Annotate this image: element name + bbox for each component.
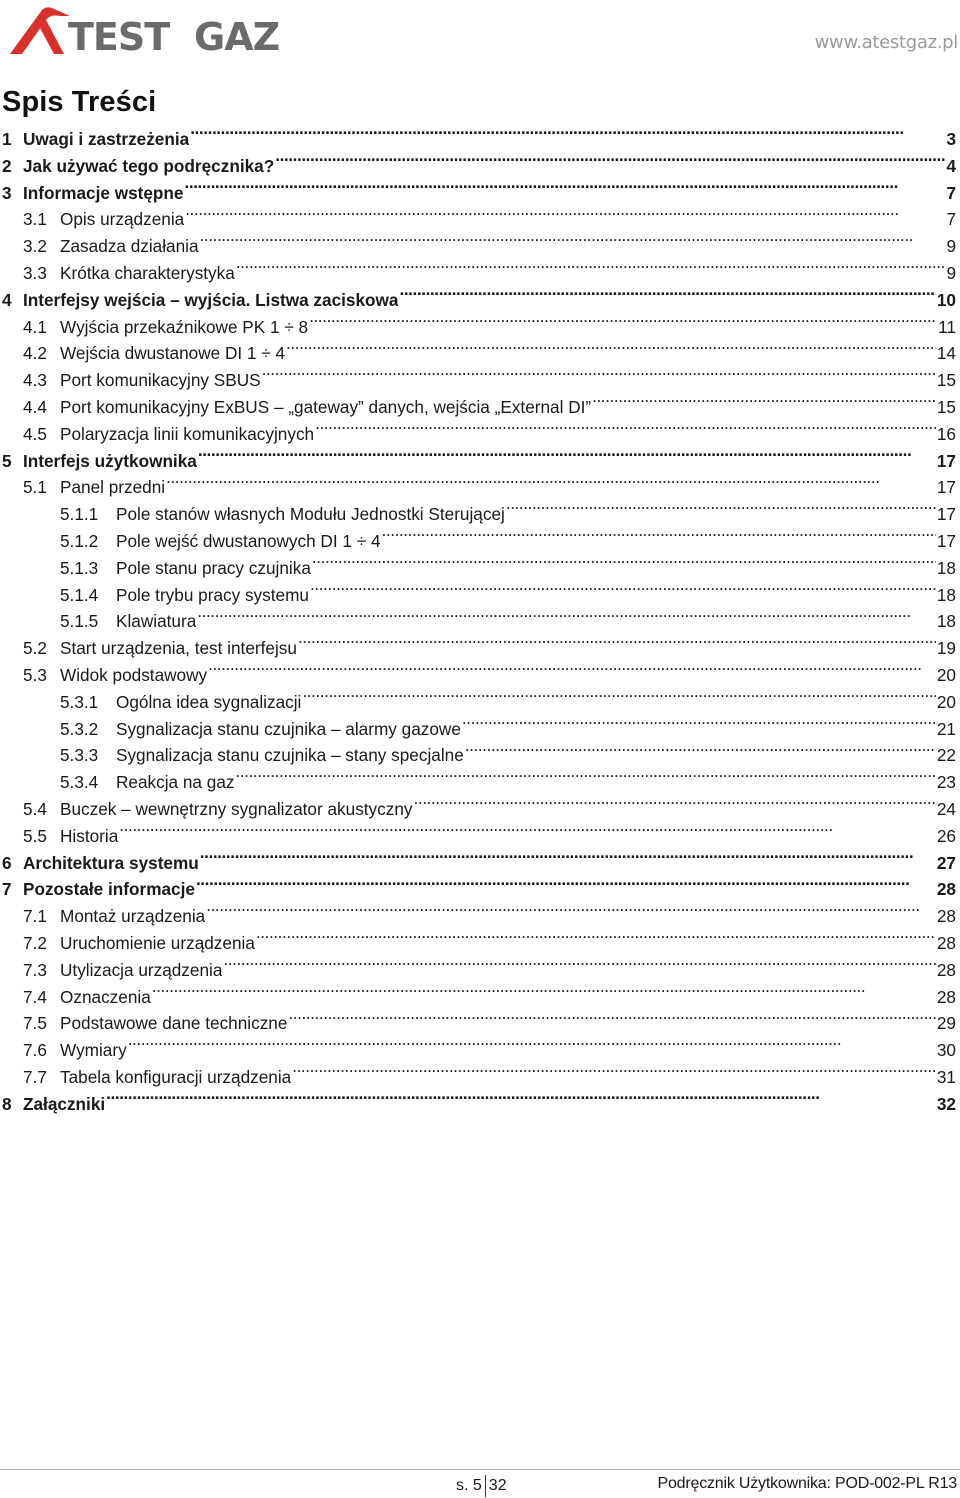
toc-dot-leader — [414, 795, 936, 815]
toc-dot-leader — [190, 125, 945, 145]
toc-dot-leader — [152, 983, 936, 1003]
toc-entry-label: Polaryzacja linii komunikacyjnych — [60, 423, 315, 444]
toc-entry-page: 28 — [936, 932, 956, 953]
toc-entry[interactable] — [0, 1090, 960, 1117]
toc-dot-leader — [184, 179, 945, 199]
toc-entry-label: Interfejs użytkownika — [23, 450, 197, 471]
toc-entry-label: Pozostałe informacje — [23, 879, 195, 900]
toc-entry-number: 7.2 — [23, 932, 47, 953]
atest-gaz-logo — [6, 4, 296, 56]
toc-entry-number: 4.5 — [23, 423, 47, 444]
toc-entry-number: 3.2 — [23, 236, 47, 257]
toc-entry[interactable] — [0, 795, 960, 822]
toc-entry-page: 30 — [936, 1040, 956, 1061]
toc-entry-page: 16 — [936, 423, 956, 444]
toc-entry-number: 7.3 — [23, 959, 47, 980]
page-header — [0, 0, 960, 72]
toc-entry-number: 5.1.3 — [60, 557, 99, 578]
toc-entry-label: Pole wejść dwustanowych DI 1 ÷ 4 — [116, 530, 381, 551]
toc-dot-leader — [310, 581, 936, 601]
toc-entry-number: 5.3.1 — [60, 691, 99, 712]
toc-dot-leader — [166, 473, 936, 493]
toc-entry-number: 4.1 — [23, 316, 47, 337]
toc-dot-leader — [206, 902, 936, 922]
toc-entry-page: 3 — [946, 129, 956, 149]
toc-entry-page: 18 — [936, 611, 956, 632]
toc-entry-label: Interfejsy wejścia – wyjścia. Listwa zaciskowa — [23, 289, 399, 310]
toc-dot-leader — [106, 1090, 936, 1110]
website-url[interactable]: www.atestgaz.pl — [814, 32, 958, 53]
toc-entry-label: Uruchomienie urządzenia — [60, 932, 255, 953]
toc-dot-leader — [309, 313, 937, 333]
toc-entry-label: Uwagi i zastrzeżenia — [23, 129, 190, 149]
toc-dot-leader — [185, 205, 945, 225]
toc-entry[interactable] — [0, 715, 960, 742]
toc-entry[interactable] — [0, 1009, 960, 1036]
toc-dot-leader — [208, 661, 936, 681]
toc-dot-leader — [592, 393, 936, 413]
toc-entry-page: 15 — [936, 396, 956, 417]
toc-dot-leader — [298, 634, 936, 654]
toc-entry[interactable] — [0, 902, 960, 929]
toc-entry-label: Pole trybu pracy systemu — [116, 584, 309, 605]
toc-entry-label: Krótka charakterystyka — [60, 262, 235, 283]
toc-entry-number: 7.6 — [23, 1040, 47, 1061]
footer-document-id: Podręcznik Użytkownika: POD-002-PL R13 — [657, 1475, 957, 1492]
toc-entry-label: Port komunikacyjny ExBUS – „gateway” danych, wejścia „External DI” — [60, 396, 592, 417]
toc-entry-page: 17 — [936, 530, 956, 551]
toc-entry-label: Podstawowe dane techniczne — [60, 1013, 288, 1034]
toc-dot-leader — [200, 849, 936, 869]
toc-entry[interactable] — [0, 1063, 960, 1090]
toc-entry-page: 27 — [936, 852, 956, 873]
toc-dot-leader — [256, 929, 936, 949]
toc-entry-page: 4 — [946, 155, 956, 176]
toc-entry[interactable] — [0, 688, 960, 715]
page-current: s. 5 — [456, 1477, 482, 1494]
toc-dot-leader — [399, 286, 935, 306]
toc-entry-label: Sygnalizacja stanu czujnika – stany specjalne — [116, 745, 464, 766]
toc-dot-leader — [465, 741, 936, 761]
toc-entry[interactable] — [0, 366, 960, 393]
toc-dot-leader — [197, 607, 936, 627]
toc-entry-label: Widok podstawowy — [60, 664, 208, 685]
toc-entry[interactable] — [0, 205, 960, 232]
toc-entry-label: Klawiatura — [116, 611, 197, 632]
toc-entry[interactable] — [0, 152, 960, 179]
toc-entry-label: Buczek – wewnętrzny sygnalizator akustyczny — [60, 798, 413, 819]
toc-entry-number: 6 — [2, 852, 12, 873]
toc-entry-label: Architektura systemu — [23, 852, 199, 873]
toc-entry-number: 7.5 — [23, 1013, 47, 1034]
toc-entry-page: 17 — [936, 504, 956, 525]
toc-entry-number: 7.7 — [23, 1066, 47, 1087]
toc-entry-label: Sygnalizacja stanu czujnika – alarmy gazowe — [116, 718, 461, 739]
toc-entry-number: 5.3.2 — [60, 718, 99, 739]
toc-entry[interactable] — [0, 983, 960, 1010]
toc-entry-page: 23 — [936, 772, 956, 793]
toc-entry-label: Pole stanów własnych Modułu Jednostki Sterującej — [116, 504, 505, 525]
toc-entry-page: 11 — [938, 316, 956, 337]
toc-entry-label: Historia — [60, 825, 119, 846]
toc-entry-page: 28 — [936, 959, 956, 980]
toc-dot-leader — [223, 956, 935, 976]
toc-entry-number: 5.3.4 — [60, 772, 99, 793]
toc-entry-number: 7.4 — [23, 986, 47, 1007]
toc-dot-leader — [119, 822, 936, 842]
toc-entry[interactable] — [0, 473, 960, 500]
toc-entry-label: Wejścia dwustanowe DI 1 ÷ 4 — [60, 343, 286, 364]
table-of-contents — [0, 125, 960, 1116]
toc-entry[interactable] — [0, 581, 960, 608]
toc-dot-leader — [200, 232, 946, 252]
toc-dot-leader — [315, 420, 936, 440]
toc-entry-page: 20 — [936, 691, 956, 712]
toc-dot-leader — [198, 447, 936, 467]
toc-entry-page: 24 — [936, 798, 956, 819]
toc-entry[interactable] — [0, 393, 960, 420]
toc-entry-page: 10 — [936, 289, 956, 310]
toc-entry[interactable] — [0, 313, 960, 340]
toc-dot-leader — [312, 554, 936, 574]
toc-entry-page: 29 — [936, 1013, 956, 1034]
toc-entry-label: Opis urządzenia — [60, 209, 185, 230]
toc-entry-page: 7 — [946, 182, 956, 203]
toc-entry-label: Port komunikacyjny SBUS — [60, 370, 261, 391]
toc-dot-leader — [286, 339, 936, 359]
toc-entry[interactable] — [0, 768, 960, 795]
toc-entry-page: 28 — [936, 879, 956, 900]
toc-entry[interactable] — [0, 527, 960, 554]
toc-entry[interactable] — [0, 929, 960, 956]
toc-entry-page: 21 — [936, 718, 956, 739]
toc-entry-label: Zasadza działania — [60, 236, 199, 257]
toc-entry[interactable] — [0, 634, 960, 661]
toc-dot-leader — [262, 366, 936, 386]
toc-entry[interactable] — [0, 554, 960, 581]
toc-dot-leader — [235, 768, 935, 788]
toc-entry-number: 5.1.4 — [60, 584, 99, 605]
toc-dot-leader — [462, 715, 936, 735]
toc-dot-leader — [275, 152, 945, 172]
toc-entry-number: 8 — [2, 1093, 12, 1114]
toc-entry-label: Start urządzenia, test interfejsu — [60, 638, 297, 659]
toc-entry-label: Wyjścia przekaźnikowe PK 1 ÷ 8 — [60, 316, 309, 337]
toc-entry[interactable] — [0, 741, 960, 768]
toc-entry-label: Załączniki — [23, 1093, 106, 1114]
toc-entry-label: Oznaczenia — [60, 986, 151, 1007]
toc-dot-leader — [506, 500, 936, 520]
toc-dot-leader — [236, 259, 946, 279]
toc-entry[interactable] — [0, 286, 960, 313]
toc-dot-leader — [128, 1036, 936, 1056]
page-separator — [485, 1475, 486, 1497]
toc-entry[interactable] — [0, 661, 960, 688]
toc-entry-number: 7.1 — [23, 906, 47, 927]
toc-entry-page: 17 — [936, 450, 956, 471]
toc-entry-number: 4 — [2, 289, 12, 310]
toc-entry[interactable] — [0, 339, 960, 366]
toc-entry-number: 5.3 — [23, 664, 47, 685]
toc-entry-page: 22 — [936, 745, 956, 766]
toc-entry-page: 14 — [936, 343, 956, 364]
toc-entry-page: 7 — [946, 209, 956, 230]
toc-entry-page: 9 — [946, 262, 956, 283]
toc-entry-page: 19 — [936, 638, 956, 659]
svg-text:TEST: TEST — [68, 15, 170, 56]
toc-entry-number: 7 — [2, 879, 12, 900]
toc-entry[interactable] — [0, 447, 960, 474]
toc-entry[interactable] — [0, 956, 960, 983]
toc-entry[interactable] — [0, 259, 960, 286]
toc-dot-leader — [382, 527, 936, 547]
toc-entry-page: 15 — [936, 370, 956, 391]
toc-entry[interactable] — [0, 607, 960, 634]
toc-entry-page: 32 — [936, 1093, 956, 1114]
footer-divider — [0, 1469, 960, 1470]
toc-entry-number: 5.2 — [23, 638, 47, 659]
toc-entry-number: 5.4 — [23, 798, 47, 819]
toc-entry[interactable] — [0, 420, 960, 447]
toc-entry[interactable] — [0, 232, 960, 259]
toc-entry-page: 9 — [946, 236, 956, 257]
toc-entry-number: 4.3 — [23, 370, 47, 391]
toc-entry-label: Wymiary — [60, 1040, 127, 1061]
toc-entry-label: Reakcja na gaz — [116, 772, 235, 793]
toc-entry[interactable] — [0, 822, 960, 849]
toc-entry-label: Informacje wstępne — [23, 182, 184, 203]
toc-entry-page: 31 — [936, 1066, 956, 1087]
toc-entry-page: 28 — [936, 906, 956, 927]
toc-entry-page: 17 — [936, 477, 956, 498]
toc-entry[interactable] — [0, 875, 960, 902]
toc-entry-label: Pole stanu pracy czujnika — [116, 557, 311, 578]
toc-entry-page: 28 — [936, 986, 956, 1007]
toc-dot-leader — [196, 875, 936, 895]
toc-entry[interactable] — [0, 179, 960, 206]
toc-title: Spis Treści — [2, 86, 157, 118]
toc-entry[interactable] — [0, 125, 960, 152]
toc-entry-number: 4.4 — [23, 396, 47, 417]
svg-text:GAZ: GAZ — [194, 15, 280, 56]
toc-entry[interactable] — [0, 500, 960, 527]
footer-page-number — [456, 1475, 507, 1497]
toc-entry-page: 18 — [936, 584, 956, 605]
toc-entry-number: 5.1.2 — [60, 530, 99, 551]
toc-entry-label: Tabela konfiguracji urządzenia — [60, 1066, 292, 1087]
toc-dot-leader — [292, 1063, 936, 1083]
toc-entry-number: 4.2 — [23, 343, 47, 364]
toc-entry-number: 5.3.3 — [60, 745, 99, 766]
toc-entry-number: 5.1 — [23, 477, 47, 498]
toc-entry-label: Panel przedni — [60, 477, 166, 498]
toc-entry-number: 5.1.5 — [60, 611, 99, 632]
toc-entry-number: 5.1.1 — [60, 504, 99, 525]
toc-dot-leader — [302, 688, 936, 708]
toc-entry-label: Jak używać tego podręcznika? — [23, 155, 275, 176]
toc-entry-label: Utylizacja urządzenia — [60, 959, 223, 980]
toc-dot-leader — [288, 1009, 935, 1029]
toc-entry-page: 18 — [936, 557, 956, 578]
toc-entry[interactable] — [0, 1036, 960, 1063]
toc-entry-number: 5.5 — [23, 825, 47, 846]
toc-entry-label: Montaż urządzenia — [60, 906, 206, 927]
toc-entry-page: 20 — [936, 664, 956, 685]
toc-entry-number: 1 — [2, 129, 12, 149]
toc-entry-number: 5 — [2, 450, 12, 471]
toc-entry[interactable] — [0, 849, 960, 876]
toc-entry-number: 3.1 — [23, 209, 47, 230]
toc-entry-number: 3 — [2, 182, 12, 203]
toc-entry-page: 26 — [936, 825, 956, 846]
toc-entry-number: 2 — [2, 155, 12, 176]
toc-entry-number: 3.3 — [23, 262, 47, 283]
toc-entry-label: Ogólna idea sygnalizacji — [116, 691, 302, 712]
page-total: 32 — [488, 1477, 507, 1494]
